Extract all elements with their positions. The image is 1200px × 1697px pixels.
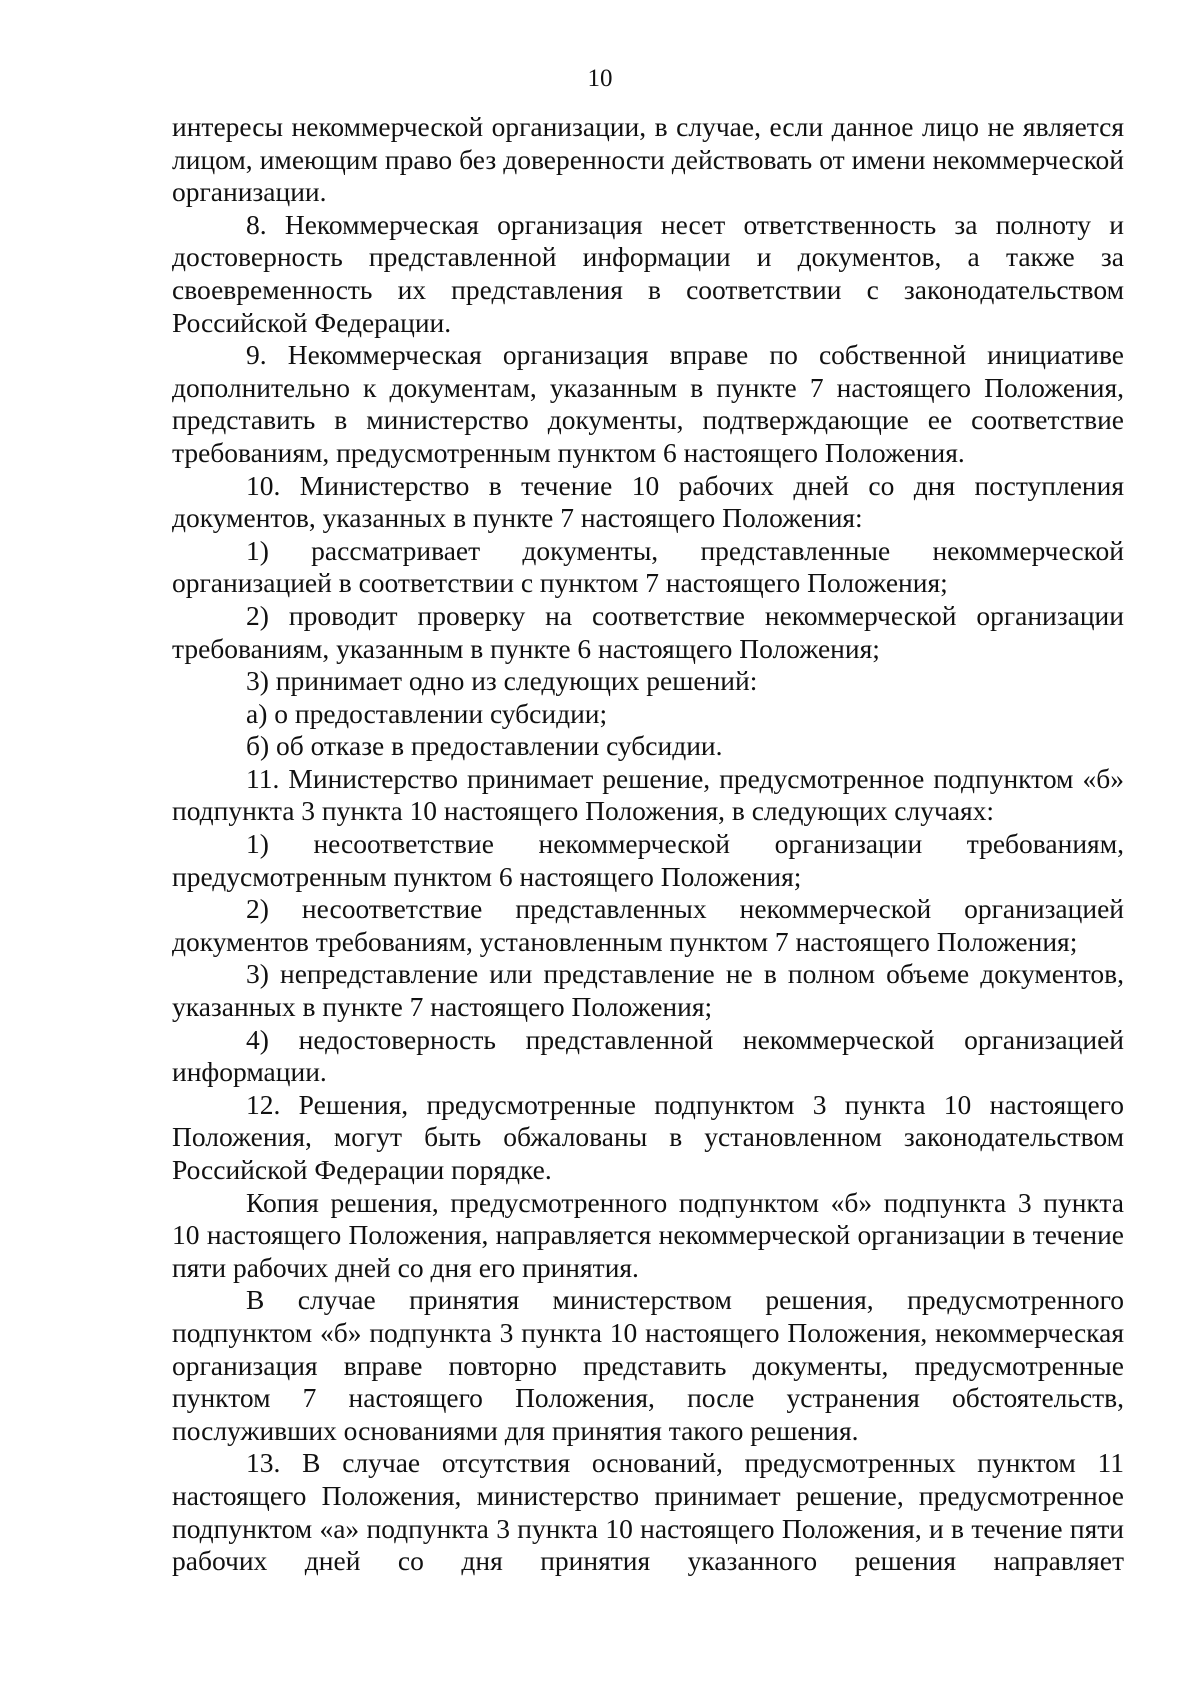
paragraph-continuation: интересы некоммерческой организации, в случае, если данное лицо не является лицом, имеющим право без доверенности действовать от имени некоммерческой организации. [172, 111, 1124, 208]
page-number: 10 [587, 65, 613, 92]
paragraph-item-12: 12. Решения, предусмотренные подпунктом 3 пункта 10 настоящего Положения, могут быть обжалованы в установленном законодательством Российской Федерации порядке. [172, 1088, 1124, 1185]
paragraph-item-11-sub-1: 1) несоответствие некоммерческой организации требованиям, предусмотренным пунктом 6 настоящего Положения; [172, 828, 1124, 892]
paragraph-resubmission: В случае принятия министерством решения, предусмотренного подпунктом «б» подпункта 3 пункта 10 настоящего Положения, некоммерческая организация вправе повторно представить документы, предусмотренные пунктом 7 настоящего Положения, после устранения обстоятельств, послуживших основаниями для принятия такого решения. [172, 1284, 1124, 1446]
paragraph-item-11: 11. Министерство принимает решение, предусмотренное подпунктом «б» подпункта 3 пункта 10 настоящего Положения, в следующих случаях: [172, 762, 1124, 827]
paragraph-item-13: 13. В случае отсутствия оснований, предусмотренных пунктом 11 настоящего Положения, министерство принимает решение, предусмотренное подпунктом «а» подпункта 3 пункта 10 настоящего Положения, и в течение пяти рабочих дней со дня принятия указанного решения направляет [172, 1447, 1124, 1577]
paragraph-item-10-sub-2: 2) проводит проверку на соответствие некоммерческой организации требованиям, указанным в пункте 6 настоящего Положения; [172, 599, 1124, 664]
paragraph-item-10-sub-3: 3) принимает одно из следующих решений: [246, 665, 758, 697]
paragraph-item-11-sub-4: 4) недостоверность представленной некоммерческой организацией информации. [172, 1023, 1124, 1088]
paragraph-item-11-sub-2: 2) несоответствие представленных некоммерческой организацией документов требованиям, установленным пунктом 7 настоящего Положения; [172, 893, 1124, 957]
paragraph-item-8: 8. Некоммерческая организация несет ответственность за полноту и достоверность представленной информации и документов, а также за своевременность их представления в соответствии с законодательством Российской Федерации. [172, 208, 1124, 338]
paragraph-decision-copy: Копия решения, предусмотренного подпунктом «б» подпункта 3 пункта 10 настоящего Положения, направляется некоммерческой организации в течение пяти рабочих дней со дня его принятия. [172, 1186, 1124, 1283]
paragraph-item-10-sub-3-b: б) об отказе в предоставлении субсидии. [246, 730, 723, 762]
paragraph-item-11-sub-3: 3) непредставление или представление не в полном объеме документов, указанных в пункте 7 настоящего Положения; [172, 958, 1124, 1023]
paragraph-item-10-sub-3-a: а) о предоставлении субсидии; [246, 697, 608, 729]
paragraph-item-10: 10. Министерство в течение 10 рабочих дней со дня поступления документов, указанных в пункте 7 настоящего Положения: [172, 469, 1124, 534]
paragraph-item-10-sub-1: 1) рассматривает документы, представленные некоммерческой организацией в соответствии с пунктом 7 настоящего Положения; [172, 534, 1124, 599]
paragraph-item-9: 9. Некоммерческая организация вправе по собственной инициативе дополнительно к документам, указанным в пункте 7 настоящего Положения, представить в министерство документы, подтверждающие ее соответствие требованиям, предусмотренным пунктом 6 настоящего Положения. [172, 339, 1124, 468]
document-text [172, 111, 1124, 1578]
